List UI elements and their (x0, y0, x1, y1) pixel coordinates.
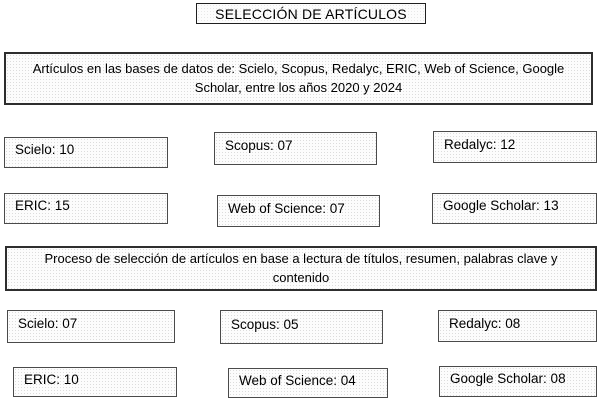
count-label: Redalyc: 12 (444, 136, 516, 152)
stage1-count-google-scholar (432, 193, 597, 224)
count-label: Web of Science: 07 (228, 200, 345, 216)
stage1-description: Artículos en las bases de datos de: Scielo, Scopus, Redalyc, ERIC, Web of Science, Google Scholar, entre los años 2020 y 2024 (32, 60, 565, 95)
count-label: Scielo: 07 (18, 316, 78, 331)
count-label: ERIC: 10 (24, 371, 79, 387)
stage1-description-box (4, 52, 593, 105)
stage1-count-redalyc (433, 131, 597, 163)
count-label: Redalyc: 08 (449, 315, 521, 331)
stage2-count-eric (13, 367, 177, 397)
stage1-count-scielo (4, 137, 168, 168)
stage1-count-eric (4, 193, 168, 224)
stage2-count-scopus (220, 310, 383, 344)
count-label: Web of Science: 04 (239, 372, 356, 388)
stage2-count-web-of-science (228, 368, 388, 398)
stage2-description: Proceso de selección de artículos en base a lectura de títulos, resumen, palabras clave y contenido (44, 250, 558, 285)
count-label: ERIC: 15 (15, 198, 70, 213)
diagram-title-box (196, 3, 426, 24)
count-label: Scopus: 07 (225, 138, 293, 153)
stage2-count-redalyc (438, 310, 597, 342)
stage2-description-box (5, 246, 597, 291)
count-label: Scielo: 10 (15, 142, 75, 157)
stage2-count-scielo (7, 310, 175, 343)
count-label: Google Scholar: 08 (450, 371, 566, 386)
diagram-title: SELECCIÓN DE ARTÍCULOS (215, 5, 407, 22)
stage1-count-web-of-science (217, 195, 380, 227)
stage2-count-google-scholar (439, 366, 597, 397)
stage1-count-scopus (214, 132, 377, 165)
count-label: Scopus: 05 (231, 316, 299, 332)
count-label: Google Scholar: 13 (443, 198, 559, 213)
